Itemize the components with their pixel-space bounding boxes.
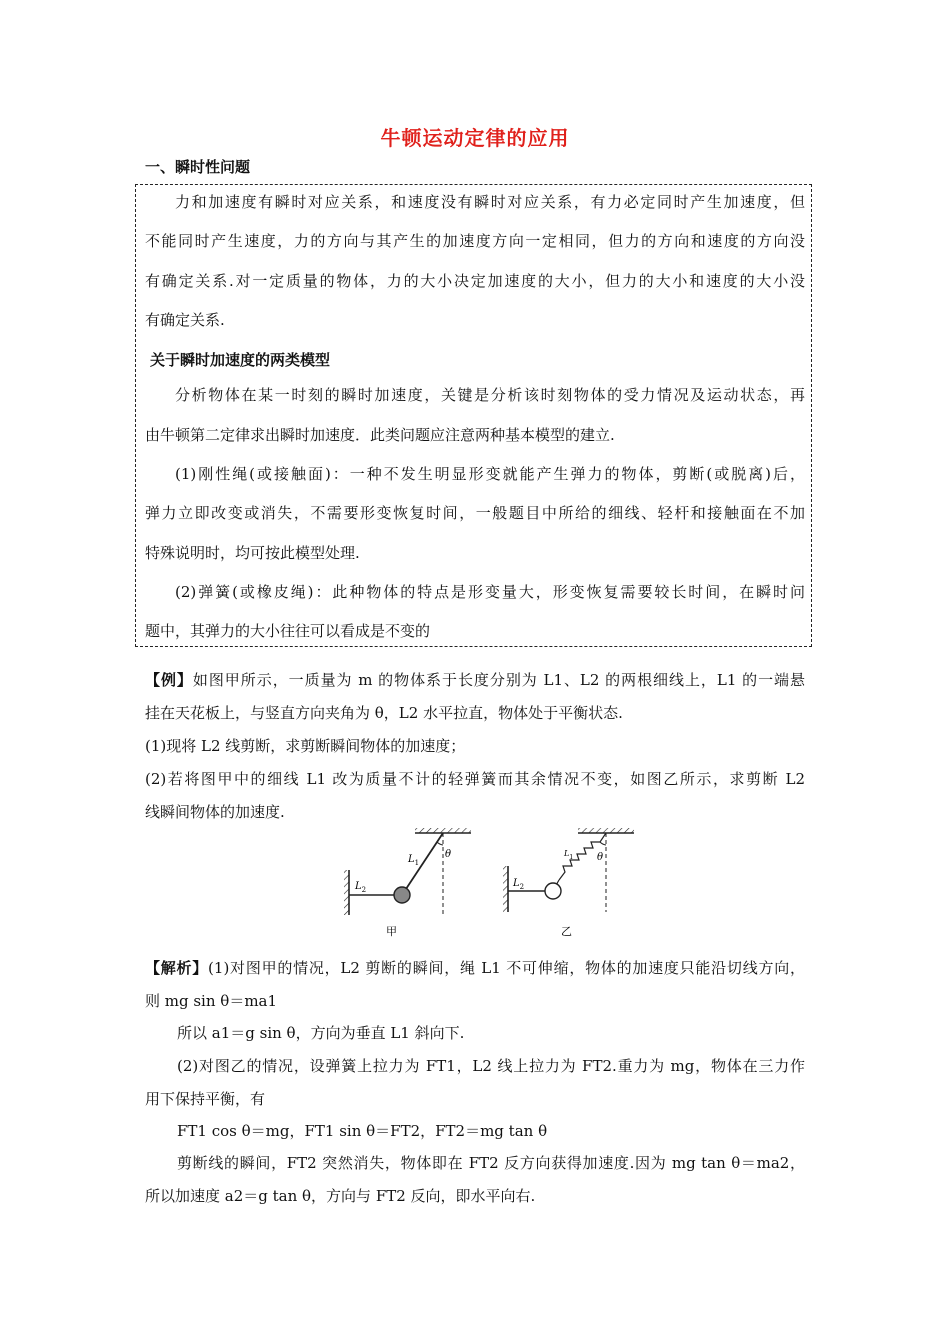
caption-right: 乙 — [561, 925, 572, 938]
label-L1: $L_1$ — [564, 849, 574, 861]
caption-left: 甲 — [386, 925, 397, 938]
example-question2a: (2)若将图甲中的细线 L1 改为质量不计的轻弹簧而其余情况不变，如图乙所示，求剪断 L2 — [145, 770, 805, 788]
example-line2: 挂在天花板上，与竖直方向夹角为 θ，L2 水平拉直，物体处于平衡状态. — [145, 704, 623, 722]
solution-line1 — [145, 958, 805, 978]
solution-line4: (2)对图乙的情况，设弹簧上拉力为 FT1，L2 线上拉力为 FT2.重力为 mg，物体在三力作 — [177, 1057, 805, 1075]
label-L1: $L_1$ — [408, 854, 420, 867]
figure-left — [344, 828, 471, 938]
angle-arc — [600, 842, 606, 845]
box-heading: 关于瞬时加速度的两类模型 — [150, 351, 331, 369]
box-p1-line1: 力和加速度有瞬时对应关系，和速度没有瞬时对应关系，有力必定同时产生加速度，但 — [175, 193, 805, 211]
solution-line6: FT1 cos θ＝mg，FT1 sin θ＝FT2，FT2＝mg tan θ — [177, 1122, 548, 1140]
box-p4-line2: 题中，其弹力的大小往往可以看成是不变的 — [145, 622, 431, 640]
example-line1 — [145, 670, 805, 690]
box-p4-line1: (2)弹簧(或橡皮绳)：此种物体的特点是形变量大，形变恢复需要较长时间，在瞬时问 — [175, 583, 805, 601]
concept-box — [135, 184, 812, 647]
solution-tag: 【解析】 — [145, 959, 209, 977]
box-p3-line2: 弹力立即改变或消失，不需要形变恢复时间，一般题目中所给的细线、轻杆和接触面在不加 — [145, 504, 805, 522]
box-p3-line1: (1)刚性绳(或接触面)：一种不发生明显形变就能产生弹力的物体，剪断(或脱离)后， — [175, 465, 805, 483]
example-tag: 【例】 — [145, 671, 193, 689]
box-p3-line3: 特殊说明时，均可按此模型处理. — [145, 544, 360, 562]
box-p1-line4: 有确定关系. — [145, 311, 225, 329]
example-text1: 如图甲所示，一质量为 m 的物体系于长度分别为 L1、L2 的两根细线上，L1 的一端悬 — [192, 671, 805, 689]
solution-line8: 所以加速度 a2＝g tan θ，方向与 FT2 反向，即水平向右. — [145, 1187, 536, 1205]
page-title: 牛顿运动定律的应用 — [380, 126, 570, 150]
mass-ball — [394, 887, 410, 903]
label-theta: θ — [597, 852, 604, 863]
label-L2: $L_2$ — [355, 881, 367, 894]
solution-line2: 则 mg sin θ＝ma1 — [145, 992, 278, 1010]
mass-ball — [545, 883, 561, 899]
box-p1-line3: 有确定关系.对一定质量的物体，力的大小决定加速度的大小，但力的大小和速度的大小没 — [145, 272, 805, 290]
example-question2b: 线瞬间物体的加速度. — [145, 803, 285, 821]
box-p2-line1: 分析物体在某一时刻的瞬时加速度，关键是分析该时刻物体的受力情况及运动状态，再 — [175, 386, 805, 404]
label-theta: θ — [445, 849, 452, 860]
angle-arc — [437, 842, 443, 845]
box-p1-line2: 不能同时产生速度，力的方向与其产生的加速度方向一定相同，但力的方向和速度的方向没 — [145, 232, 805, 250]
solution-text1: (1)对图甲的情况，L2 剪断的瞬间，绳 L1 不可伸缩，物体的加速度只能沿切线方向， — [208, 959, 805, 977]
solution-line3: 所以 a1＝g sin θ，方向为垂直 L1 斜向下. — [177, 1024, 465, 1042]
label-L2: $L_2$ — [513, 878, 525, 891]
section-heading: 一、瞬时性问题 — [145, 158, 251, 176]
solution-line7: 剪断线的瞬间，FT2 突然消失，物体即在 FT2 反方向获得加速度.因为 mg tan θ＝ma2， — [177, 1154, 805, 1172]
figure-pendulum-diagrams — [0, 822, 950, 942]
figure-right — [503, 828, 634, 938]
box-p2-line2: 由牛顿第二定律求出瞬时加速度．此类问题应注意两种基本模型的建立. — [145, 426, 615, 444]
example-question1: (1)现将 L2 线剪断，求剪断瞬间物体的加速度； — [145, 737, 466, 755]
solution-line5: 用下保持平衡，有 — [145, 1090, 266, 1108]
